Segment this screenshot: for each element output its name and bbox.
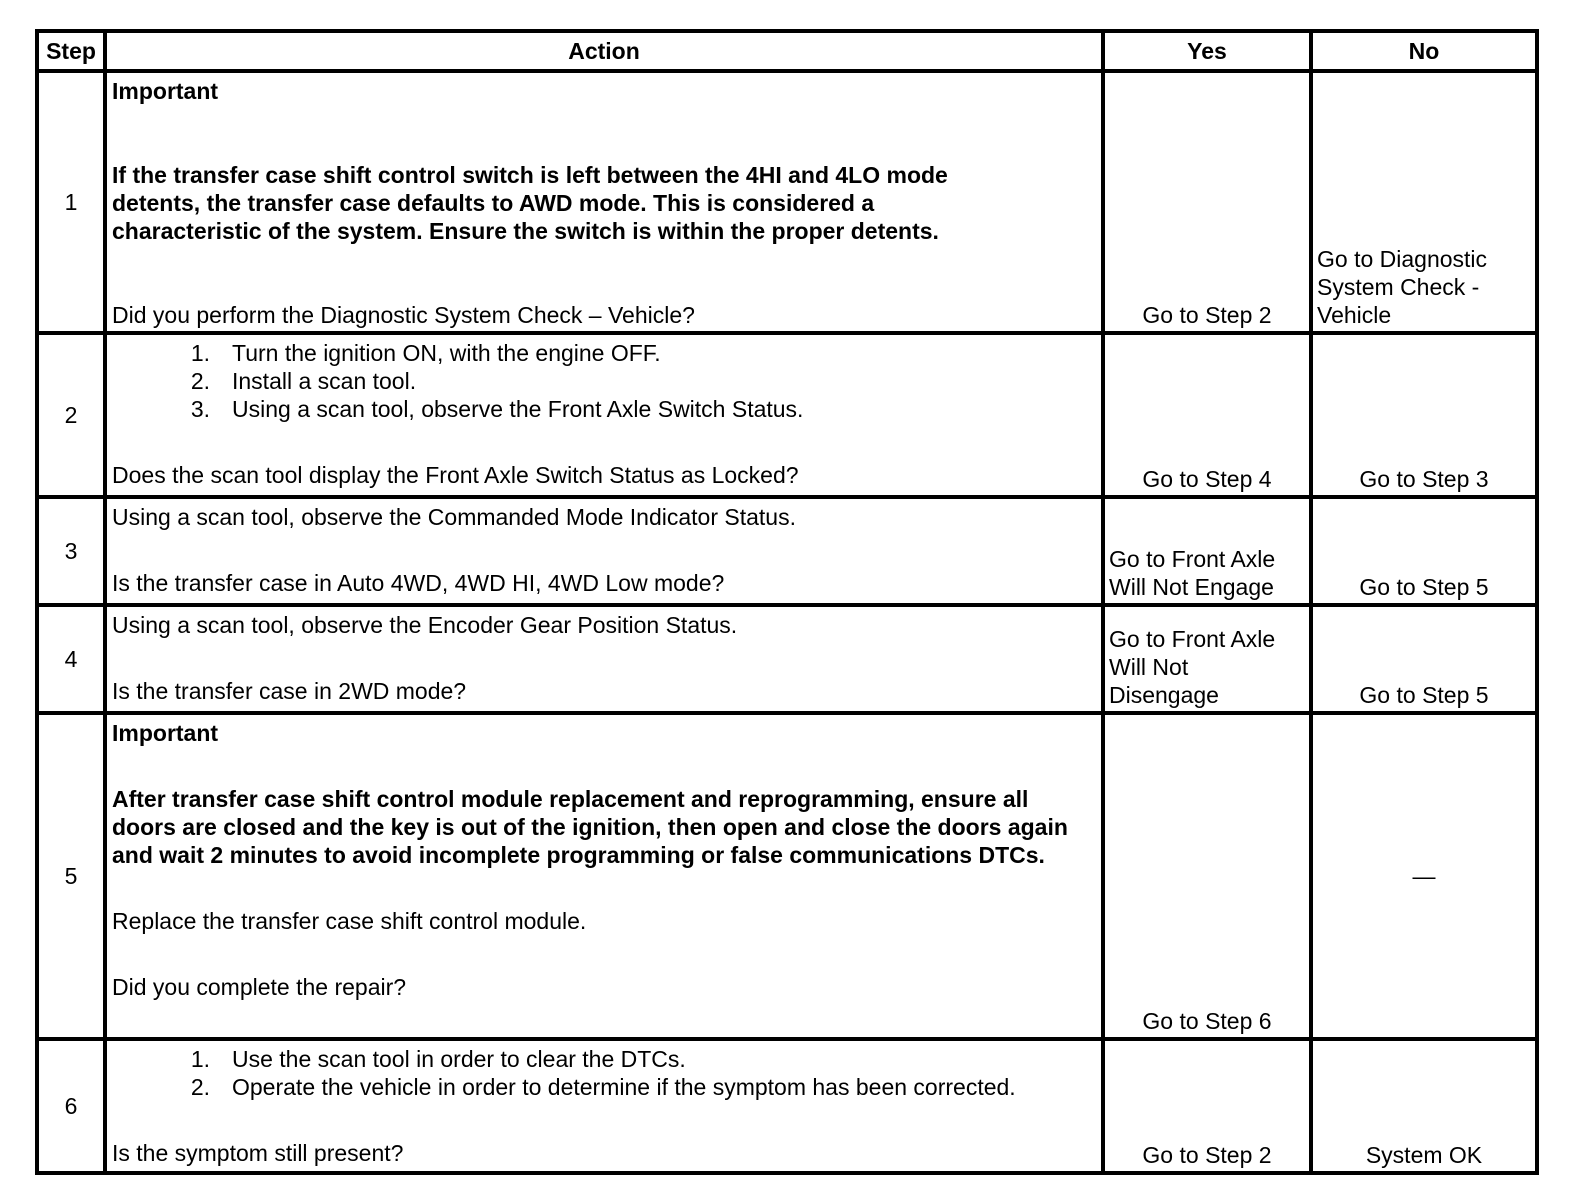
question-text: Did you complete the repair? xyxy=(112,974,407,1000)
yes-cell: Go to Front Axle Will Not Engage xyxy=(1103,497,1311,605)
step-number: 3 xyxy=(37,497,105,605)
instruction-text: Replace the transfer case shift control module. xyxy=(112,908,587,934)
table-row xyxy=(37,71,1537,333)
table-row xyxy=(37,333,1537,497)
important-label: Important xyxy=(112,78,219,104)
no-cell: System OK xyxy=(1311,1039,1537,1173)
question-text: Did you perform the Diagnostic System Check – Vehicle? xyxy=(112,302,695,328)
question-text: Is the transfer case in 2WD mode? xyxy=(112,678,467,704)
important-text: If the transfer case shift control switch is left between the 4HI and 4LO mode detents, the transfer case defaults to AWD mode. This is considered a characteristic of the system. Ensure the switch is within the proper detents. xyxy=(112,162,948,244)
no-cell: — xyxy=(1311,713,1537,1039)
no-cell: Go to Step 5 xyxy=(1311,605,1537,713)
list-item: 1. Turn the ignition ON, with the engine OFF. xyxy=(190,340,661,366)
no-cell: Go to Step 3 xyxy=(1311,333,1537,497)
no-cell: Go to Step 5 xyxy=(1311,497,1537,605)
question-text: Does the scan tool display the Front Axle Switch Status as Locked? xyxy=(112,462,799,488)
yes-cell: Go to Step 6 xyxy=(1103,713,1311,1039)
no-cell: Go to Diagnostic System Check - Vehicle xyxy=(1311,71,1537,333)
procedure-list xyxy=(112,339,1096,423)
action-cell xyxy=(105,497,1103,605)
question-text: Is the transfer case in Auto 4WD, 4WD HI, 4WD Low mode? xyxy=(112,570,725,596)
step-number: 5 xyxy=(37,713,105,1039)
header-row xyxy=(37,31,1537,71)
list-item: 2. Operate the vehicle in order to determine if the symptom has been corrected. xyxy=(190,1074,1016,1100)
header-no: No xyxy=(1311,31,1537,71)
table-row xyxy=(37,497,1537,605)
action-cell xyxy=(105,1039,1103,1173)
header-action: Action xyxy=(105,31,1103,71)
action-cell xyxy=(105,605,1103,713)
table-row xyxy=(37,1039,1537,1173)
list-item: 2. Install a scan tool. xyxy=(190,368,417,394)
procedure-list xyxy=(112,1045,1096,1101)
action-cell xyxy=(105,333,1103,497)
step-number: 1 xyxy=(37,71,105,333)
question-text: Is the symptom still present? xyxy=(112,1140,404,1166)
list-item: 3. Using a scan tool, observe the Front Axle Switch Status. xyxy=(190,396,804,422)
table-row xyxy=(37,605,1537,713)
yes-cell: Go to Step 2 xyxy=(1103,1039,1311,1173)
important-label: Important xyxy=(112,720,219,746)
diagnostic-table xyxy=(35,29,1539,1175)
table-row xyxy=(37,713,1537,1039)
action-cell xyxy=(105,71,1103,333)
instruction-text: Using a scan tool, observe the Encoder Gear Position Status. xyxy=(112,612,738,638)
header-step: Step xyxy=(37,31,105,71)
action-cell xyxy=(105,713,1103,1039)
header-yes: Yes xyxy=(1103,31,1311,71)
yes-cell: Go to Step 2 xyxy=(1103,71,1311,333)
step-number: 4 xyxy=(37,605,105,713)
step-number: 2 xyxy=(37,333,105,497)
list-item: 1. Use the scan tool in order to clear the DTCs. xyxy=(190,1046,686,1072)
instruction-text: Using a scan tool, observe the Commanded Mode Indicator Status. xyxy=(112,504,796,530)
yes-cell: Go to Front Axle Will Not Disengage xyxy=(1103,605,1311,713)
important-text: After transfer case shift control module replacement and reprogramming, ensure all doors are closed and the key is out of the ignition, then open and close the doors again and wait 2 minutes to avoid incomplete programming or false communications DTCs. xyxy=(112,786,1068,868)
yes-cell: Go to Step 4 xyxy=(1103,333,1311,497)
step-number: 6 xyxy=(37,1039,105,1173)
